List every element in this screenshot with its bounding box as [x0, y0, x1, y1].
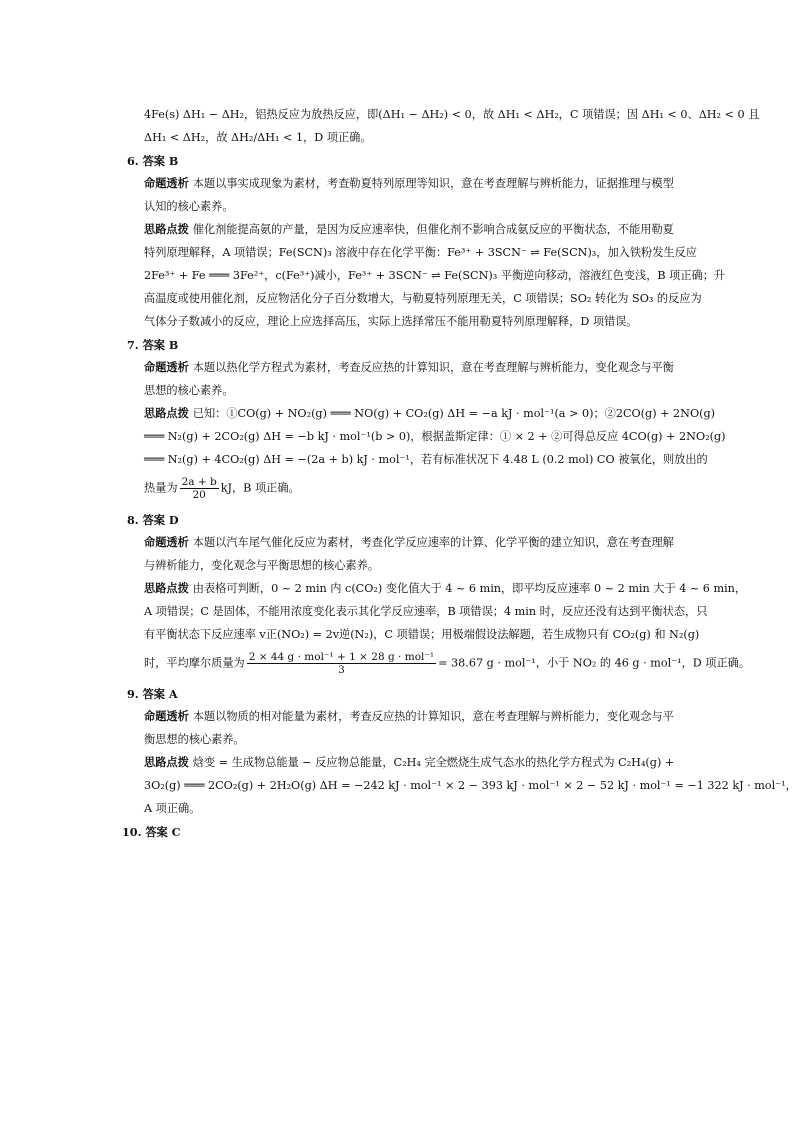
molar-fraction	[247, 651, 436, 676]
intent-text: 本题以汽车尾气催化反应为素材，考查化学反应速率的计算、化学平衡的建立知识，意在考查理解	[192, 536, 674, 549]
text-line: A 项错误；C 是固体，不能用浓度变化表示其化学反应速率，B 项错误；4 min 时，反应还没有达到平衡状态，只	[144, 605, 708, 618]
fraction-denominator: 3	[338, 664, 345, 676]
fraction-numerator: 2a + b	[181, 476, 217, 488]
intent-text: 本题以事实成现象为素材，考查勒夏特列原理等知识，意在考查理解与辨析能力，证据推理与模型	[192, 177, 674, 190]
analysis-line	[144, 756, 674, 770]
analysis-line	[144, 223, 674, 237]
intent-line	[144, 177, 674, 191]
fraction-denominator: 20	[192, 489, 206, 501]
analysis-text: 已知：①CO(g) + NO₂(g) ═══ NO(g) + CO₂(g) ΔH = −a kJ · mol⁻¹(a > 0)；②2CO(g) + 2NO(g)	[192, 407, 716, 420]
analysis-label: 思路点拨	[144, 582, 189, 595]
text-line: 思想的核心素养。	[144, 384, 234, 397]
analysis-text: 焓变 = 生成物总能量 − 反应物总能量，C₂H₄ 完全燃烧生成气态水的热化学方程式为 C₂H₄(g) +	[192, 756, 675, 769]
heat-suffix: kJ，B 项正确。	[220, 481, 300, 495]
fraction-numerator: 2 × 44 g · mol⁻¹ + 1 × 28 g · mol⁻¹	[248, 651, 435, 663]
text-line: 衡思想的核心素养。	[144, 733, 245, 746]
intent-line	[144, 536, 674, 550]
molar-prefix: 时，平均摩尔质量为	[144, 656, 245, 670]
text-line: ═══ N₂(g) + 2CO₂(g) ΔH = −b kJ · mol⁻¹(b > 0)，根据盖斯定律：① × 2 + ②可得总反应 4CO(g) + 2NO₂(g)	[144, 430, 726, 443]
answer-heading-9: 9. 答案 A	[127, 687, 178, 701]
analysis-label: 思路点拨	[144, 223, 189, 236]
intent-line	[144, 710, 674, 724]
analysis-text: 催化剂能提高氨的产量，是因为反应速率快，但催化剂不影响合成氨反应的平衡状态，不能用勒夏	[192, 223, 674, 236]
intent-label: 命题透析	[144, 536, 189, 549]
analysis-label: 思路点拨	[144, 407, 189, 420]
analysis-label: 思路点拨	[144, 756, 189, 769]
text-line: 高温度或使用催化剂，反应物活化分子百分数增大，与勒夏特列原理无关，C 项错误；SO₂ 转化为 SO₃ 的反应为	[144, 292, 702, 305]
intent-text: 本题以物质的相对能量为素材，考查反应热的计算知识，意在考查理解与辨析能力，变化观念与平	[192, 710, 674, 723]
answer-heading-7: 7. 答案 B	[127, 338, 179, 352]
text-line: ═══ N₂(g) + 4CO₂(g) ΔH = −(2a + b) kJ · mol⁻¹，若有标准状况下 4.48 L (0.2 mol) CO 被氧化，则放出的	[144, 453, 708, 466]
intent-label: 命题透析	[144, 177, 189, 190]
text-line: A 项正确。	[144, 802, 201, 815]
fraction-line	[144, 651, 750, 676]
text-line: 3O₂(g) ═══ 2CO₂(g) + 2H₂O(g) ΔH = −242 kJ · mol⁻¹ × 2 − 393 kJ · mol⁻¹ × 2 − 52 kJ · mol⁻¹ = −1 322 kJ · mol⁻¹，	[144, 779, 797, 792]
text-line: 气体分子数减小的反应，理论上应选择高压，实际上选择常压不能用勒夏特列原理解释，D 项错误。	[144, 315, 638, 328]
intent-label: 命题透析	[144, 710, 189, 723]
text-line: ΔH₁ < ΔH₂，故 ΔH₂/ΔH₁ < 1，D 项正确。	[144, 131, 372, 144]
text-line: 4Fe(s) ΔH₁ − ΔH₂，铝热反应为放热反应，即(ΔH₁ − ΔH₂) < 0，故 ΔH₁ < ΔH₂，C 项错误；因 ΔH₁ < 0、ΔH₂ < 0 且	[144, 108, 760, 121]
analysis-line	[144, 582, 746, 596]
answer-heading-10: 10. 答案 C	[122, 825, 181, 839]
answer-heading-6: 6. 答案 B	[127, 154, 179, 168]
analysis-line	[144, 407, 715, 421]
text-line: 与辨析能力，变化观念与平衡思想的核心素养。	[144, 559, 379, 572]
text-line: 认知的核心素养。	[144, 200, 234, 213]
fraction-line	[144, 476, 300, 501]
text-line: 有平衡状态下反应速率 v正(NO₂) = 2v逆(N₂)，C 项错误；用极端假设法解题，若生成物只有 CO₂(g) 和 N₂(g)	[144, 628, 700, 641]
intent-text: 本题以热化学方程式为素材，考查反应热的计算知识，意在考查理解与辨析能力，变化观念与平衡	[192, 361, 674, 374]
heat-prefix: 热量为	[144, 481, 178, 495]
intent-line	[144, 361, 674, 375]
answer-heading-8: 8. 答案 D	[127, 513, 179, 527]
molar-suffix: = 38.67 g · mol⁻¹，小于 NO₂ 的 46 g · mol⁻¹，D 项正确。	[438, 656, 751, 670]
heat-fraction	[180, 476, 219, 501]
text-line: 2Fe³⁺ + Fe ═══ 3Fe²⁺，c(Fe³⁺)减小，Fe³⁺ + 3SCN⁻ ⇌ Fe(SCN)₃ 平衡逆向移动，溶液红色变浅，B 项正确；升	[144, 269, 726, 282]
intent-label: 命题透析	[144, 361, 189, 374]
analysis-text: 由表格可判断，0 ~ 2 min 内 c(CO₂) 变化值大于 4 ~ 6 min，即平均反应速率 0 ~ 2 min 大于 4 ~ 6 min，	[192, 582, 747, 595]
text-line: 特列原理解释，A 项错误；Fe(SCN)₃ 溶液中存在化学平衡：Fe³⁺ + 3SCN⁻ ⇌ Fe(SCN)₃，加入铁粉发生反应	[144, 246, 697, 259]
